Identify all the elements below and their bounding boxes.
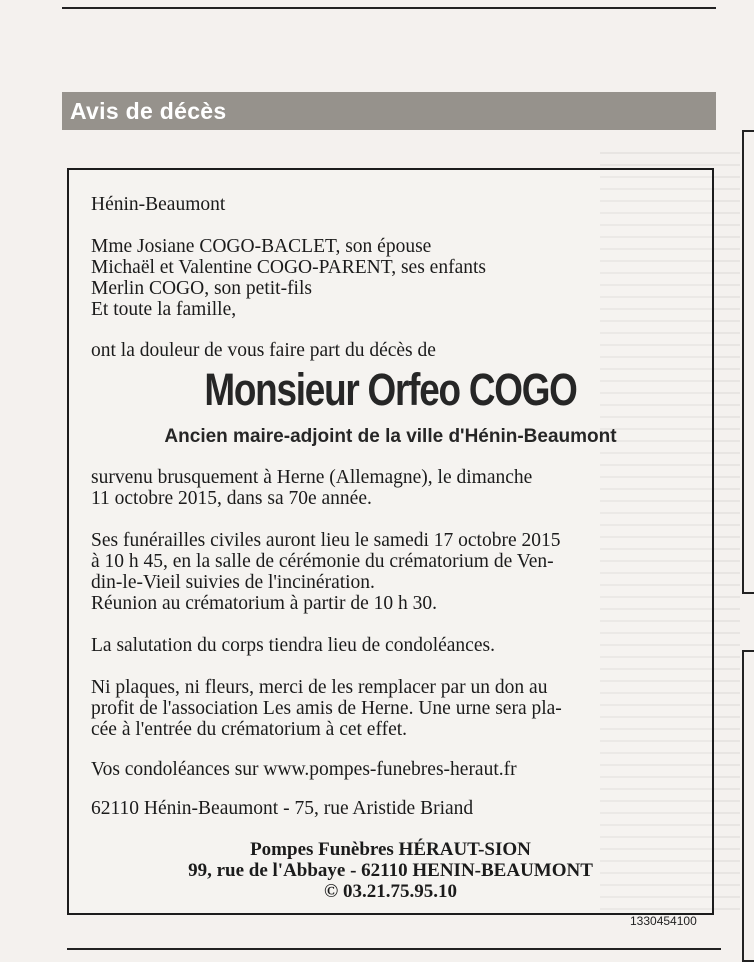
family-address: 62110 Hénin-Beaumont - 75, rue Aristide Briand [91, 798, 474, 819]
family-line: Mme Josiane COGO-BACLET, son épouse [91, 236, 432, 257]
bottom-rule [67, 948, 721, 950]
town-name: Hénin-Beaumont [91, 194, 226, 215]
deceased-title: Ancien maire-adjoint de la ville d'Hénin-Beaumont [164, 426, 617, 447]
funeral-details-line: à 10 h 45, en la salle de cérémonie du crématorium de Ven- [91, 551, 554, 572]
adjacent-column-frame-top [742, 130, 754, 594]
family-line: Merlin COGO, son petit-fils [91, 278, 312, 299]
funeral-details-line: din-le-Vieil suivies de l'incinération. [91, 572, 375, 593]
section-title: Avis de décès [70, 98, 227, 124]
online-condolences: Vos condoléances sur www.pompes-funebres-heraut.fr [91, 759, 517, 780]
condolences-note: La salutation du corps tiendra lieu de condoléances. [91, 635, 495, 656]
section-header [62, 92, 716, 130]
family-line: Et toute la famille, [91, 299, 237, 320]
family-line: Michaël et Valentine COGO-PARENT, ses enfants [91, 257, 486, 278]
funeral-home-phone: © 03.21.75.95.10 [324, 881, 457, 902]
funeral-details-line: Ses funérailles civiles auront lieu le samedi 17 octobre 2015 [91, 530, 561, 551]
funeral-home-name: Pompes Funèbres HÉRAUT-SION [250, 839, 531, 860]
announcement-text: ont la douleur de vous faire part du décès de [91, 340, 436, 361]
adjacent-column-frame-bottom [742, 650, 754, 962]
top-rule [62, 7, 716, 9]
funeral-details-line: Réunion au crématorium à partir de 10 h 30. [91, 593, 438, 614]
donation-note-line: Ni plaques, ni fleurs, merci de les remplacer par un don au [91, 677, 548, 698]
death-details-line: survenu brusquement à Herne (Allemagne), le dimanche [91, 467, 533, 488]
donation-note-line: profit de l'association Les amis de Herne. Une urne sera pla- [91, 698, 562, 719]
deceased-name: Monsieur Orfeo COGO [204, 364, 577, 415]
donation-note-line: cée à l'entrée du crématorium à cet effet. [91, 719, 408, 740]
reference-number: 1330454100 [630, 914, 697, 928]
death-details-line: 11 octobre 2015, dans sa 70e année. [91, 488, 372, 509]
funeral-home-address: 99, rue de l'Abbaye - 62110 HENIN-BEAUMONT [188, 860, 593, 881]
death-notice-box [67, 168, 714, 915]
